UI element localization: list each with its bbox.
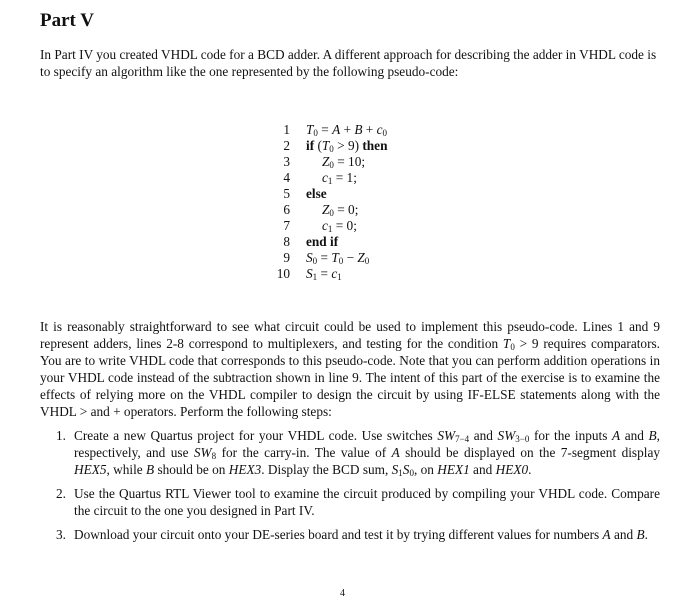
code-statement: $Z_0 = 0$; [322, 202, 359, 218]
line-number: 4 [283, 170, 290, 185]
step-text: Download your circuit onto your DE-series board and test it by trying different values for numbers A and B. [74, 527, 648, 542]
step-text: Use the Quartus RTL Viewer tool to examine the circuit produced by compiling your VHDL code. Compare the circuit to the one you designed in Part IV. [74, 486, 660, 518]
steps-list [56, 427, 660, 550]
line-number: 6 [283, 202, 290, 217]
explanation-paragraph: It is reasonably straightforward to see what circuit could be used to implement this pseudo-code. Lines 1 and 9 represent adders, lines 2-8 correspond to multiplexers, and testing for the condition $T_0 > 9$ requires comparators. You are to write VHDL code that corresponds to this pseudo-code. Note that you can perform addition operations in your VHDL code instead of the subtraction shown in line 9. The intent of this part of the exercise is to examine the effects of relying more on the VHDL compiler to design the circuit by using IF-ELSE statements along with the VHDL > and + operators. Perform the following steps: [40, 319, 660, 419]
line-number: 10 [276, 266, 290, 281]
code-statement: $S_1 = c_1$ [306, 266, 342, 282]
step-number: 3. [56, 527, 66, 542]
line-number: 9 [283, 250, 290, 265]
intro-paragraph: In Part IV you created VHDL code for a BCD adder. A different approach for describing the adder in VHDL code is to specify an algorithm like the one represented by the following pseudo-code: [40, 47, 657, 79]
code-statement: $T_0 = A + B + c_0$ [306, 122, 388, 138]
step-item [56, 485, 660, 519]
step-item [56, 427, 660, 478]
code-statement: if $(T_0 > 9)$ then [306, 138, 388, 154]
code-statement: $c_1 = 0$; [322, 218, 357, 234]
code-statement: end if [306, 234, 339, 249]
line-number: 5 [283, 186, 290, 201]
line-number: 3 [283, 154, 290, 169]
step-number: 2. [56, 486, 66, 501]
line-number: 2 [283, 138, 290, 153]
section-heading: Part V [40, 10, 94, 31]
step-text: Create a new Quartus project for your VHDL code. Use switches $SW_{7-4}$ and $SW_{3-0}$ for the inputs A and B, respectively, and use $SW_8$ for the carry-in. The value of A should be displayed on the 7-segment display HEX5, while B should be on HEX3. Display the BCD sum, $S_1S_0$, on HEX1 and HEX0. [74, 428, 660, 478]
code-statement: $c_1 = 1$; [322, 170, 357, 186]
code-statement: else [306, 186, 327, 201]
step-item [56, 526, 660, 543]
line-number: 7 [283, 218, 290, 233]
page-number: 4 [340, 588, 345, 599]
code-statement: $S_0 = T_0 - Z_0$ [306, 250, 370, 266]
line-number: 8 [283, 234, 290, 249]
step-number: 1. [56, 428, 66, 443]
code-statement: $Z_0 = 10$; [322, 154, 366, 170]
line-number: 1 [283, 122, 290, 137]
